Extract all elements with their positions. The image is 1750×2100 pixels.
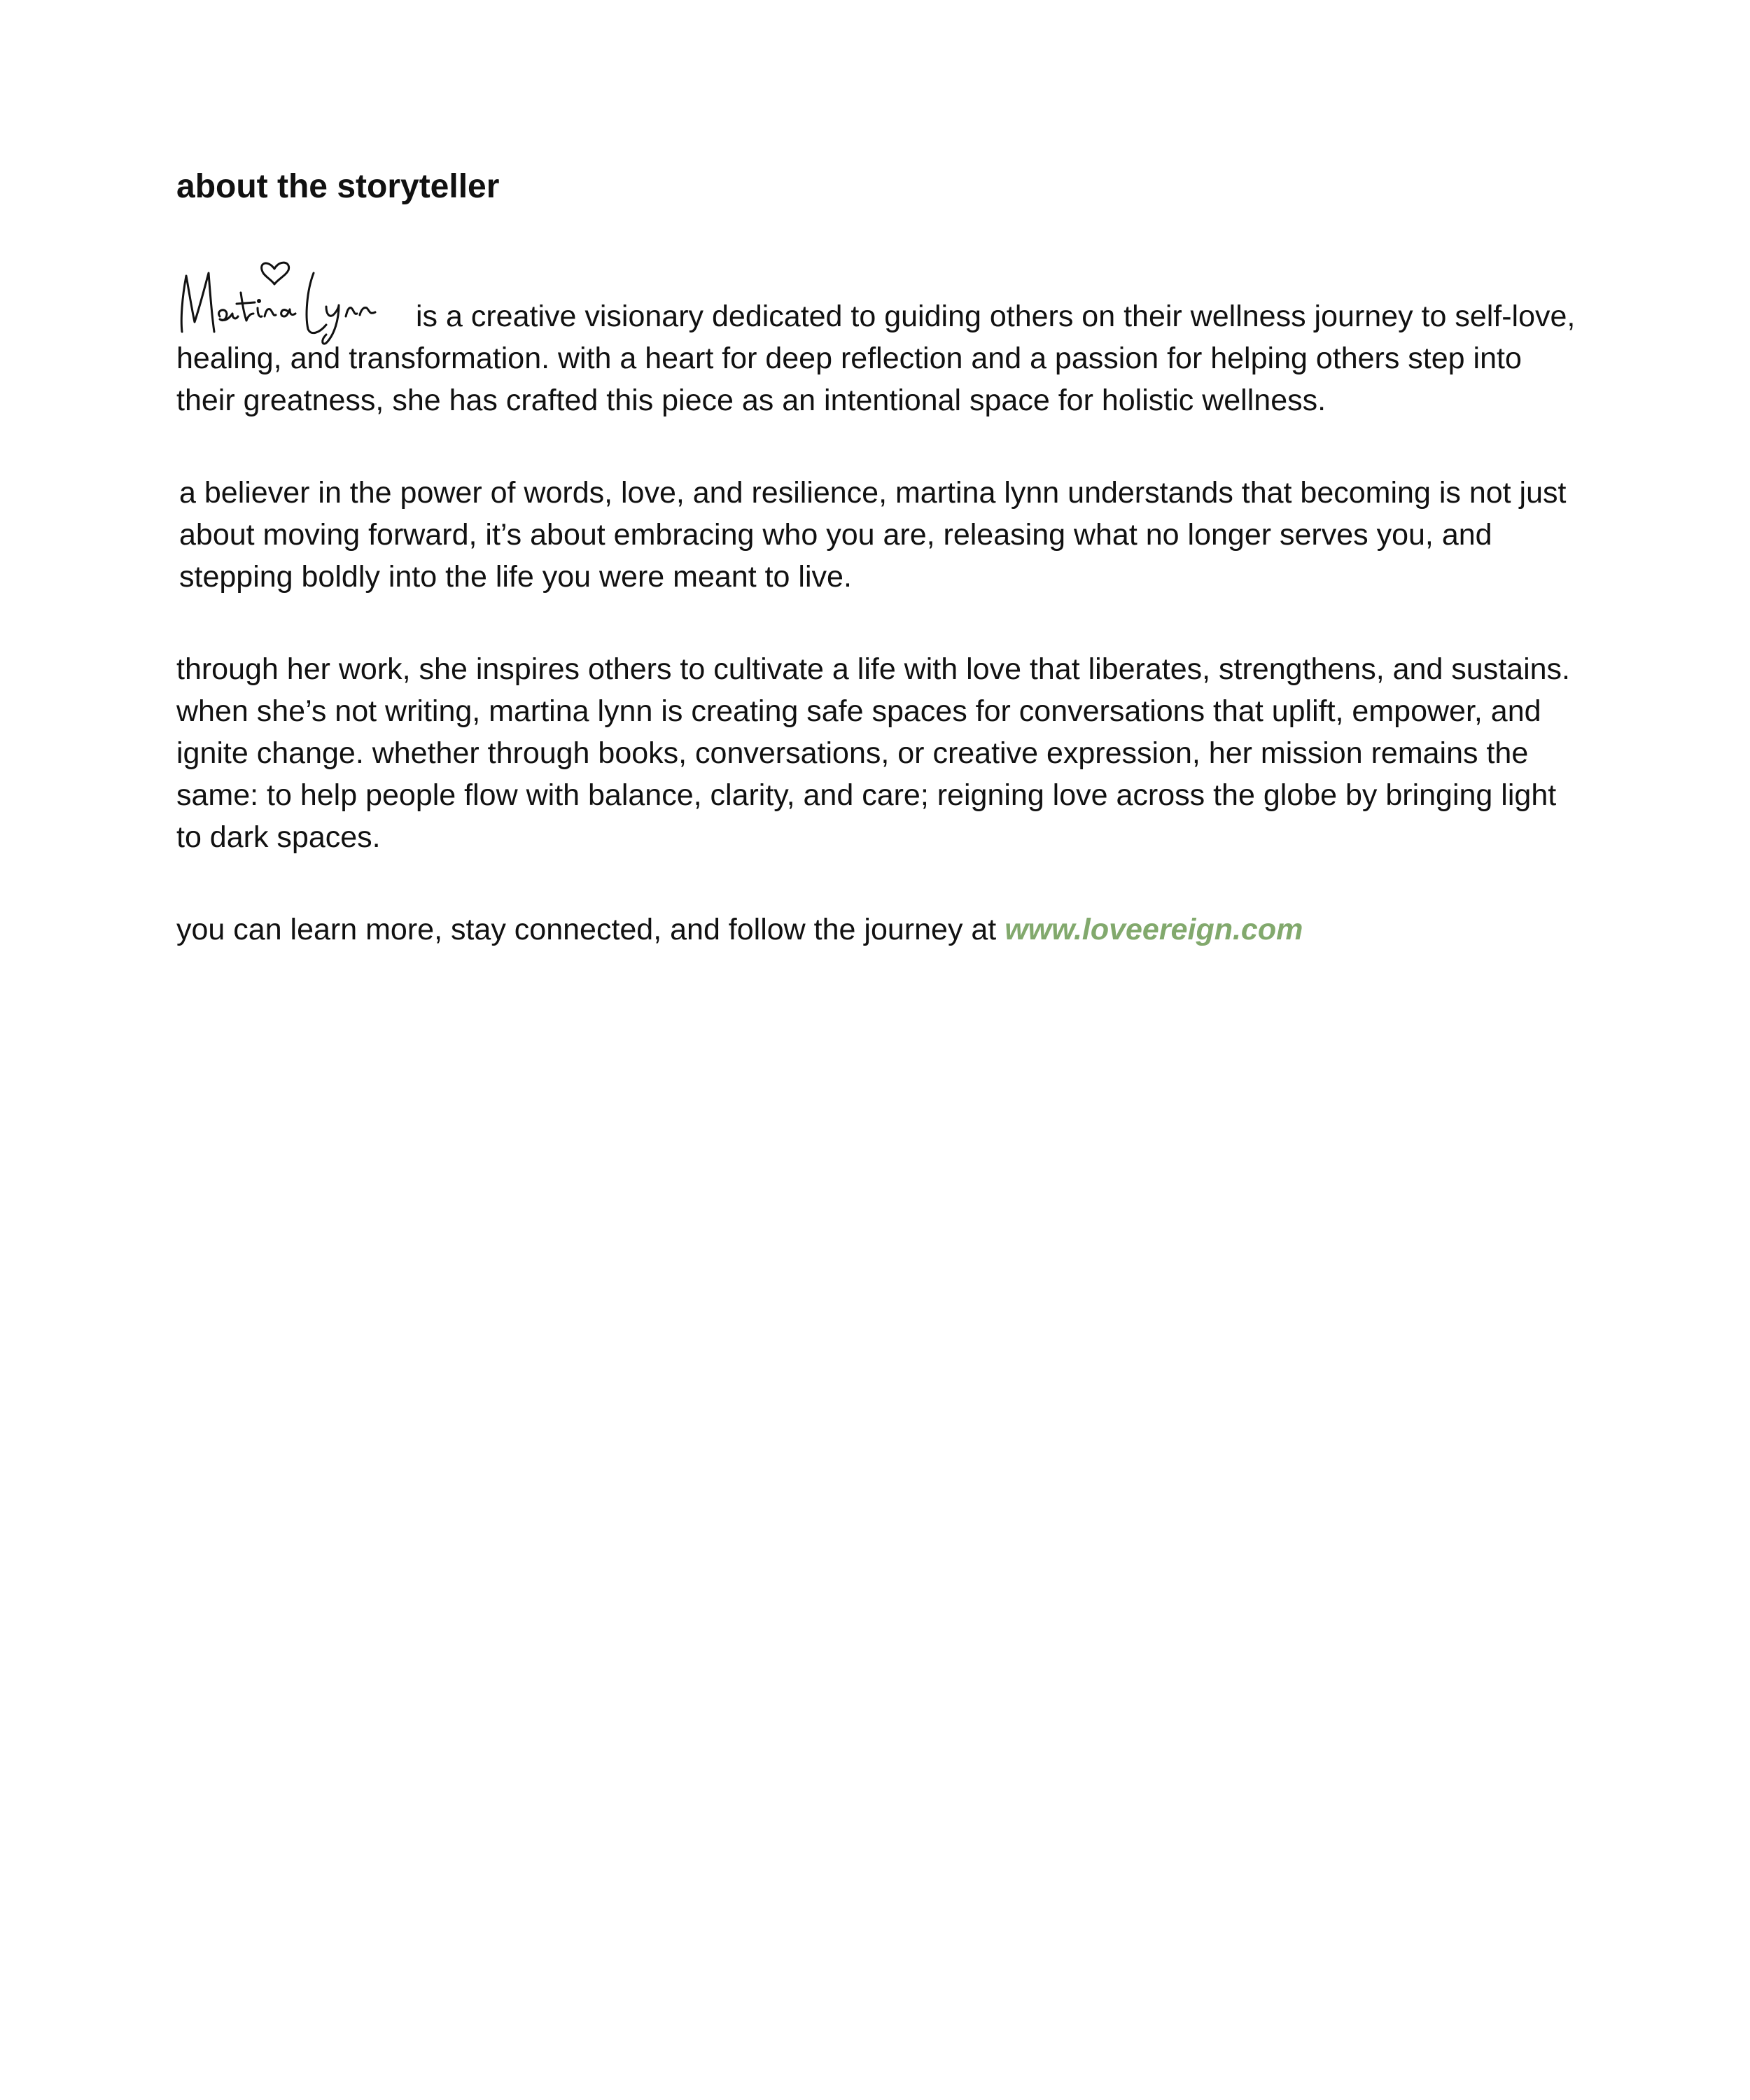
intro-paragraph-text: is a creative visionary dedicated to guiding others on their wellness journey to self-love, healing, and transformation. with a heart for deep reflection and a passion for helping others step into their greatness, she has crafted this piece as an intentional space for holistic wellness. (176, 299, 1576, 417)
mission-paragraph: through her work, she inspires others to cultivate a life with love that liberates, strengthens, and sustains. when she’s not writing, martina lynn is creating safe spaces for conversations that uplift, empower, and ignite change. whether through books, conversations, or creative expression, her mission remains the same: to help people flow with balance, clarity, and care; reigning love across the globe by bringing light to dark spaces. (176, 652, 1570, 854)
website-link[interactable]: www.loveereign.com (1004, 912, 1303, 946)
page-title: about the storyteller (176, 168, 500, 205)
signature-logo (176, 249, 400, 347)
connect-text: you can learn more, stay connected, and follow the journey at (176, 912, 997, 946)
intro-paragraph (176, 249, 1576, 421)
believer-paragraph: a believer in the power of words, love, and resilience, martina lynn understands that becoming is not just about moving forward, it’s about embracing who you are, releasing what no longer serves you, and stepping boldly into the life you were meant to live. (179, 475, 1567, 594)
signature-text (176, 249, 177, 250)
connect-paragraph (176, 909, 1576, 951)
document-page (176, 167, 1576, 951)
heart-signature-icon (176, 249, 400, 347)
